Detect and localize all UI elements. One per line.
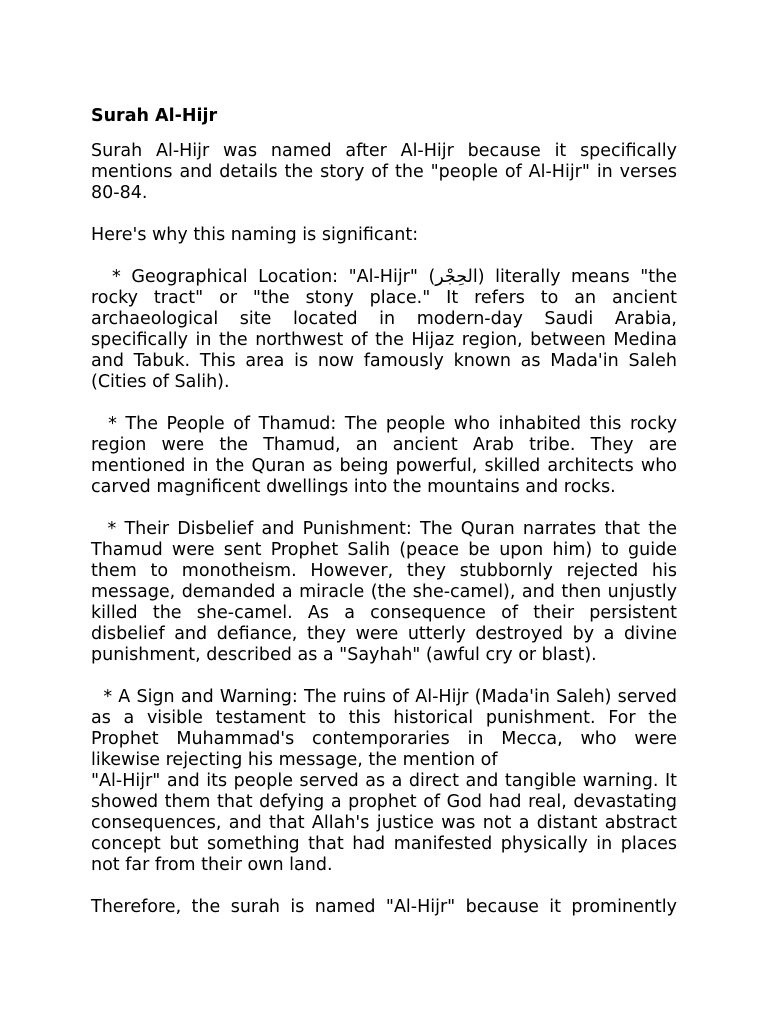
arabic-term: الحِجْر (435, 267, 478, 287)
point-1-text-end: ) literally means "the rocky tract" or "the stony place." It refers to an ancient archaeological site located in modern-day Saudi Arabia, specifically in the northwest of the Hijaz region, between Medina and Tabuk. This area is now famously known as Mada'in Saleh (Cities of Salih). (91, 267, 683, 392)
point-sign-and-warning (91, 687, 683, 876)
conclusion-paragraph: Therefore, the surah is named "Al-Hijr" because it prominently (91, 897, 677, 917)
point-4-text-part-2: "Al-Hijr" and its people served as a direct and tangible warning. It showed them that defying a prophet of God had real, devastating consequences, and that Allah's justice was not a distant abstract concept but something that had manifested physically in places not far from their own land. (91, 771, 683, 875)
intro-paragraph: Surah Al-Hijr was named after Al-Hijr because it specifically mentions and details the story of the "people of Al-Hijr" in verses 80-84. (91, 141, 677, 203)
point-4-text-part-1: * A Sign and Warning: The ruins of Al-Hijr (Mada'in Saleh) served as a visible testament to this historical punishment. For the Prophet Muhammad's contemporaries in Mecca, who were likewise rejecting his message, the mention of (91, 687, 683, 770)
document-title: Surah Al-Hijr (91, 106, 218, 126)
point-geographical-location (91, 267, 683, 393)
point-people-of-thamud: * The People of Thamud: The people who inhabited this rocky region were the Thamud, an ancient Arab tribe. They are mentioned in the Quran as being powerful, skilled architects who carved magnificent dwellings into the mountains and rocks. (91, 414, 683, 497)
lead-paragraph: Here's why this naming is significant: (91, 225, 419, 245)
point-disbelief-and-punishment: * Their Disbelief and Punishment: The Quran narrates that the Thamud were sent Prophet Salih (peace be upon him) to guide them to monotheism. However, they stubbornly rejected his message, demanded a miracle (the she-camel), and then unjustly killed the she-camel. As a consequence of their persistent disbelief and defiance, they were utterly destroyed by a divine punishment, described as a "Sayhah" (awful cry or blast). (91, 519, 683, 665)
document-page (91, 106, 683, 939)
point-1-text-start: * Geographical Location: "Al-Hijr" ( (91, 267, 436, 287)
